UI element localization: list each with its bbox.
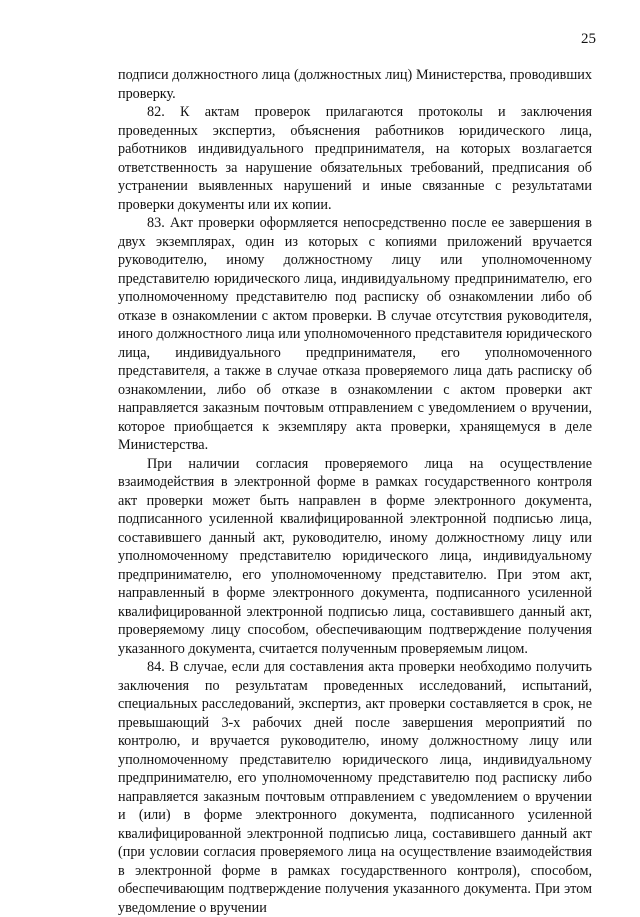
paragraph-82: 82. К актам проверок прилагаются протоколы и заключения проведенных экспертиз, объяснения работников юридического лица, работников индивидуального предпринимателя, на которых возлагается ответственность за нарушение обязательных требований, предписания об устранении выявленных нарушений и иные связанные с результатами проверки документы или их копии.	[118, 104, 592, 213]
document-body	[118, 66, 592, 917]
page-number: 25	[581, 31, 596, 47]
paragraph-84: 84. В случае, если для составления акта проверки необходимо получить заключения по результатам проведенных исследований, испытаний, специальных расследований, экспертиз, акт проверки составляется в срок, не превышающий 3-х рабочих дней после завершения мероприятий по контролю, и вручается руководителю, иному должностному лицу или уполномоченному представителю юридического лица, индивидуальному предпринимателю, его уполномоченному представителю под расписку либо направляется заказным почтовым отправлением с уведомлением о вручении и (или) в форме электронного документа, подписанного усиленной квалифицированной электронной подписью лица, составившего данный акт (при условии согласия проверяемого лица на осуществление взаимодействия в электронной форме в рамках государственного контроля), способом, обеспечивающим подтверждение получения указанного документа. При этом уведомление о вручении	[118, 659, 592, 916]
paragraph-83: 83. Акт проверки оформляется непосредственно после ее завершения в двух экземплярах, один из которых с копиями приложений вручается руководителю, иному должностному лицу или уполномоченному представителю юридического лица, индивидуальному предпринимателю, его уполномоченному представителю под расписку об ознакомлении либо об отказе в ознакомлении с актом проверки. В случае отсутствия руководителя, иного должностного лица или уполномоченного представителя юридического лица, индивидуального предпринимателя, его уполномоченного представителя, а также в случае отказа проверяемого лица дать расписку об ознакомлении, либо об отказе в ознакомлении с актом проверки акт направляется заказным почтовым отправлением с уведомлением о вручении, которое приобщается к экземпляру акта проверки, хранящемуся в деле Министерства.	[118, 215, 592, 453]
paragraph-electronic-form: При наличии согласия проверяемого лица на осуществление взаимодействия в электронной форме в рамках государственного контроля акт проверки может быть направлен в форме электронного документа, подписанного усиленной квалифицированной электронной подписью лица, составившего данный акт, руководителю, иному должностному лицу или уполномоченному представителю юридического лица, индивидуальному предпринимателю, его уполномоченному представителю. При этом акт, направленный в форме электронного документа, подписанного усиленной квалифицированной электронной подписью лица, составившего данный акт, проверяемому лицу способом, обеспечивающим подтверждение получения указанного документа, считается полученным проверяемым лицом.	[118, 455, 592, 657]
paragraph-continuation: подписи должностного лица (должностных лиц) Министерства, проводивших проверку.	[118, 67, 592, 102]
